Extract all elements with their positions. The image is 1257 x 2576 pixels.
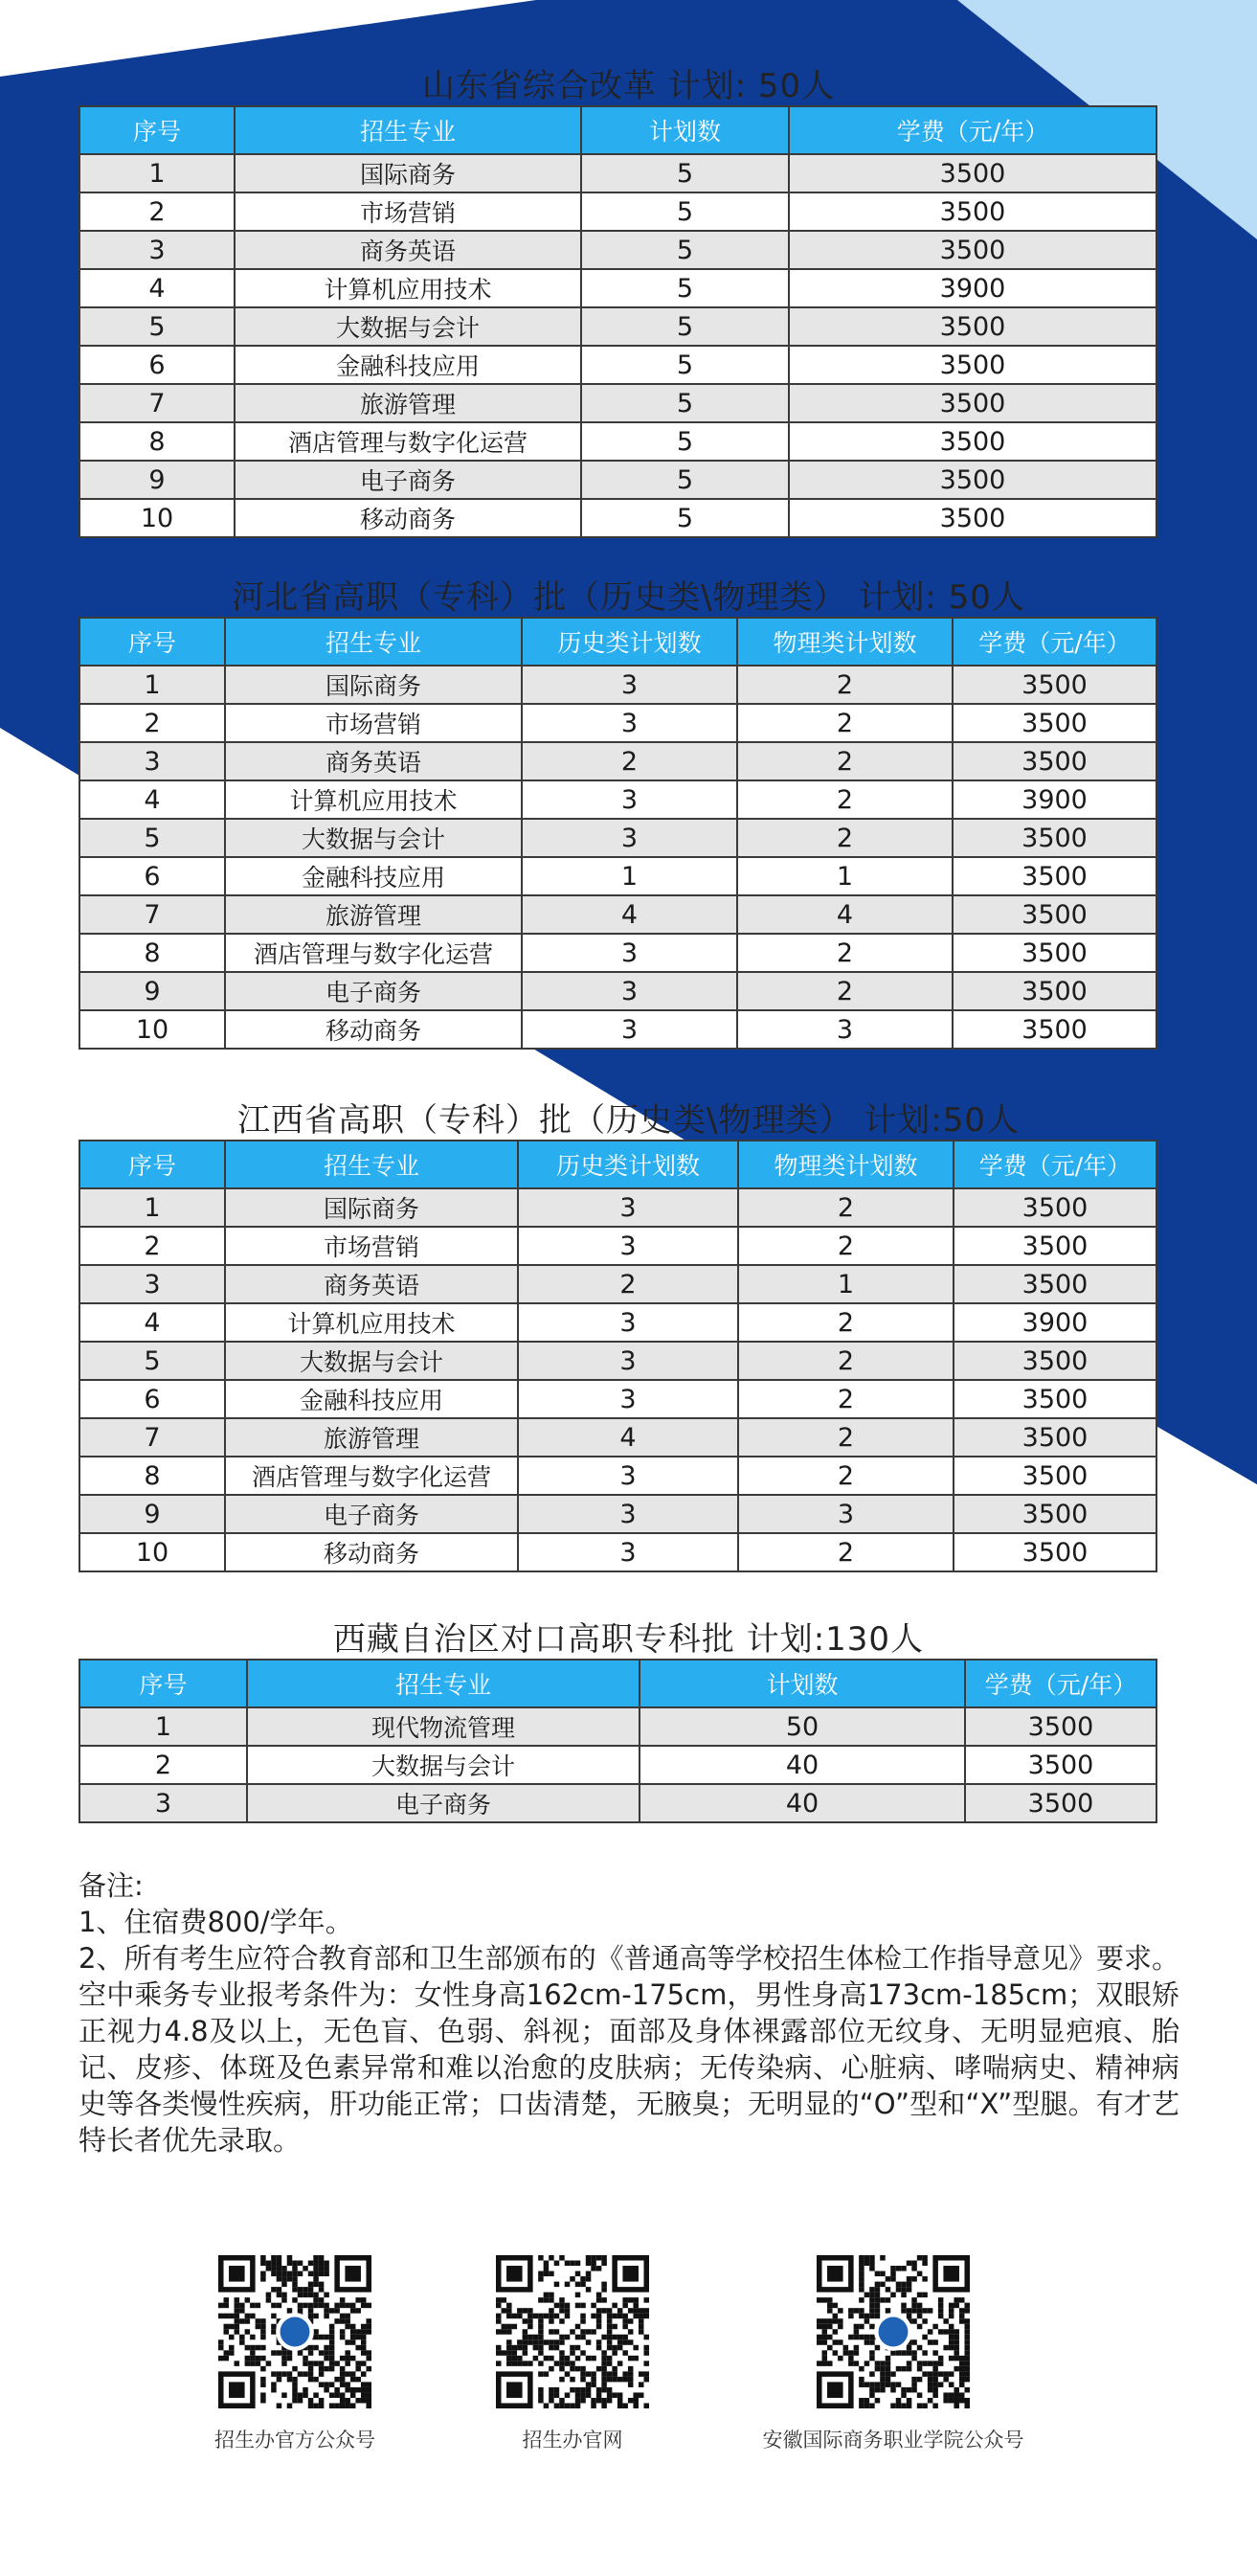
cell-tuition: 3500 — [953, 666, 1156, 704]
table-row — [79, 192, 1156, 231]
cell-plan: 50 — [640, 1707, 965, 1746]
table-jiangxi — [79, 1140, 1157, 1572]
cell-plan: 5 — [581, 231, 789, 269]
col-header-index: 序号 — [79, 618, 225, 666]
cell-history-plan: 2 — [518, 1265, 738, 1303]
cell-tuition: 3500 — [954, 1227, 1156, 1265]
qr-label-official-account: 招生办官方公众号 — [214, 2429, 375, 2452]
cell-history-plan: 3 — [518, 1303, 738, 1342]
cell-major: 市场营销 — [225, 1227, 518, 1265]
cell-plan: 40 — [640, 1784, 965, 1822]
cell-plan: 5 — [581, 499, 789, 537]
table-header-row — [79, 618, 1156, 666]
cell-index: 1 — [79, 666, 225, 704]
cell-major: 国际商务 — [225, 1188, 518, 1227]
table-header-row — [79, 1141, 1156, 1188]
cell-index: 6 — [79, 346, 235, 384]
cell-index: 7 — [79, 895, 225, 934]
table-shandong — [79, 105, 1157, 538]
table-body — [79, 1188, 1156, 1571]
cell-major: 计算机应用技术 — [225, 780, 522, 819]
cell-index: 9 — [79, 461, 235, 499]
col-header-index: 序号 — [79, 106, 235, 154]
cell-tuition: 3500 — [789, 307, 1156, 346]
cell-physics-plan: 1 — [737, 857, 953, 895]
table-body — [79, 666, 1156, 1049]
cell-tuition: 3900 — [953, 780, 1156, 819]
cell-index: 6 — [79, 857, 225, 895]
cell-major: 电子商务 — [247, 1784, 640, 1822]
cell-major: 大数据与会计 — [247, 1746, 640, 1784]
cell-physics-plan: 2 — [737, 780, 953, 819]
cell-history-plan: 3 — [522, 934, 737, 972]
cell-plan: 5 — [581, 154, 789, 192]
cell-history-plan: 3 — [522, 819, 737, 857]
cell-major: 金融科技应用 — [235, 346, 581, 384]
table-row — [79, 154, 1156, 192]
cell-history-plan: 3 — [522, 780, 737, 819]
cell-major: 电子商务 — [225, 972, 522, 1010]
cell-index: 9 — [79, 972, 225, 1010]
cell-major: 国际商务 — [225, 666, 522, 704]
table-row — [79, 1784, 1156, 1822]
cell-tuition: 3500 — [789, 461, 1156, 499]
cell-plan: 5 — [581, 346, 789, 384]
cell-tuition: 3500 — [954, 1533, 1156, 1571]
table-row — [79, 422, 1156, 461]
cell-major: 酒店管理与数字化运营 — [235, 422, 581, 461]
table-tibet — [79, 1659, 1157, 1823]
cell-index: 10 — [79, 1533, 225, 1571]
cell-index: 8 — [79, 1457, 225, 1495]
cell-physics-plan: 2 — [737, 934, 953, 972]
cell-physics-plan: 4 — [737, 895, 953, 934]
table-row — [79, 1188, 1156, 1227]
col-header-tuition: 学费（元/年） — [953, 618, 1156, 666]
table-row — [79, 231, 1156, 269]
cell-tuition: 3500 — [789, 231, 1156, 269]
table-body — [79, 1707, 1156, 1822]
cell-tuition: 3500 — [954, 1457, 1156, 1495]
table-header-row — [79, 106, 1156, 154]
cell-index: 1 — [79, 154, 235, 192]
cell-plan: 5 — [581, 269, 789, 307]
cell-index: 8 — [79, 422, 235, 461]
cell-physics-plan: 2 — [737, 666, 953, 704]
cell-tuition: 3500 — [789, 422, 1156, 461]
cell-history-plan: 3 — [522, 704, 737, 742]
table-row — [79, 895, 1156, 934]
table-row — [79, 1227, 1156, 1265]
cell-plan: 5 — [581, 422, 789, 461]
cell-history-plan: 3 — [518, 1380, 738, 1418]
col-header-major: 招生专业 — [225, 618, 522, 666]
qr-label-official-site: 招生办官网 — [522, 2429, 623, 2452]
table-row — [79, 666, 1156, 704]
table-row — [79, 857, 1156, 895]
cell-history-plan: 3 — [522, 1010, 737, 1049]
table-row — [79, 461, 1156, 499]
cell-history-plan: 2 — [522, 742, 737, 780]
cell-index: 3 — [79, 1784, 247, 1822]
cell-index: 2 — [79, 192, 235, 231]
table-row — [79, 1265, 1156, 1303]
cell-major: 现代物流管理 — [247, 1707, 640, 1746]
cell-physics-plan: 2 — [738, 1380, 954, 1418]
cell-major: 商务英语 — [225, 742, 522, 780]
table-row — [79, 819, 1156, 857]
cell-plan: 5 — [581, 461, 789, 499]
cell-major: 旅游管理 — [235, 384, 581, 422]
cell-major: 大数据与会计 — [235, 307, 581, 346]
cell-index: 1 — [79, 1707, 247, 1746]
cell-tuition: 3500 — [954, 1380, 1156, 1418]
cell-physics-plan: 2 — [737, 742, 953, 780]
cell-major: 市场营销 — [225, 704, 522, 742]
cell-major: 酒店管理与数字化运营 — [225, 1457, 518, 1495]
cell-physics-plan: 2 — [738, 1418, 954, 1457]
cell-index: 3 — [79, 231, 235, 269]
table-row — [79, 1418, 1156, 1457]
cell-history-plan: 3 — [518, 1533, 738, 1571]
cell-tuition: 3500 — [954, 1188, 1156, 1227]
table-header-row — [79, 1660, 1156, 1707]
cell-physics-plan: 2 — [737, 972, 953, 1010]
col-header-physics-plan: 物理类计划数 — [737, 618, 953, 666]
cell-tuition: 3500 — [965, 1784, 1156, 1822]
col-header-tuition: 学费（元/年） — [954, 1141, 1156, 1188]
cell-tuition: 3500 — [953, 704, 1156, 742]
cell-major: 大数据与会计 — [225, 819, 522, 857]
cell-major: 电子商务 — [225, 1495, 518, 1533]
table-row — [79, 1707, 1156, 1746]
table-row — [79, 742, 1156, 780]
cell-physics-plan: 2 — [737, 819, 953, 857]
cell-major: 电子商务 — [235, 461, 581, 499]
cell-physics-plan: 3 — [737, 1010, 953, 1049]
cell-physics-plan: 2 — [738, 1227, 954, 1265]
cell-plan: 5 — [581, 192, 789, 231]
cell-index: 2 — [79, 704, 225, 742]
cell-history-plan: 3 — [518, 1495, 738, 1533]
cell-index: 5 — [79, 819, 225, 857]
cell-index: 2 — [79, 1746, 247, 1784]
table-row — [79, 780, 1156, 819]
cell-tuition: 3500 — [953, 1010, 1156, 1049]
cell-history-plan: 3 — [518, 1457, 738, 1495]
qr-code-icon[interactable] — [218, 2255, 371, 2408]
table-row — [79, 934, 1156, 972]
cell-tuition: 3500 — [789, 346, 1156, 384]
cell-tuition: 3500 — [953, 895, 1156, 934]
cell-tuition: 3500 — [953, 819, 1156, 857]
cell-index: 4 — [79, 1303, 225, 1342]
cell-index: 10 — [79, 499, 235, 537]
table-row — [79, 307, 1156, 346]
cell-history-plan: 4 — [518, 1418, 738, 1457]
cell-physics-plan: 2 — [738, 1303, 954, 1342]
cell-tuition: 3500 — [789, 154, 1156, 192]
cell-index: 3 — [79, 1265, 225, 1303]
col-header-major: 招生专业 — [225, 1141, 518, 1188]
cell-tuition: 3500 — [954, 1342, 1156, 1380]
cell-tuition: 3500 — [953, 972, 1156, 1010]
cell-index: 9 — [79, 1495, 225, 1533]
cell-major: 移动商务 — [235, 499, 581, 537]
cell-index: 1 — [79, 1188, 225, 1227]
section-title-hebei: 河北省高职（专科）批（历史类\物理类） 计划: 50人 — [232, 578, 1025, 617]
table-row — [79, 1010, 1156, 1049]
table-hebei — [79, 617, 1157, 1050]
table-row — [79, 704, 1156, 742]
col-header-major: 招生专业 — [235, 106, 581, 154]
table-row — [79, 1746, 1156, 1784]
col-header-plan: 计划数 — [640, 1660, 965, 1707]
cell-major: 大数据与会计 — [225, 1342, 518, 1380]
cell-tuition: 3500 — [789, 384, 1156, 422]
table-row — [79, 1342, 1156, 1380]
cell-index: 7 — [79, 384, 235, 422]
cell-index: 10 — [79, 1010, 225, 1049]
col-header-physics-plan: 物理类计划数 — [738, 1141, 954, 1188]
cell-index: 5 — [79, 307, 235, 346]
cell-major: 计算机应用技术 — [225, 1303, 518, 1342]
notes-item-2: 2、所有考生应符合教育部和卫生部颁布的《普通高等学校招生体检工作指导意见》要求。空中乘务专业报考条件为：女性身高162cm-175cm，男性身高173cm-185cm；双眼矫正视力4.8及以上，无色盲、色弱、斜视；面部及身体裸露部位无纹身、无明显疤痕、胎记、皮疹、体斑及色素异常和难以治愈的皮肤病；无传染病、心脏病、哮喘病史、精神病史等各类慢性疾病，肝功能正常；口齿清楚，无腋臭；无明显的“O”型和“X”型腿。有才艺特长者优先录取。 — [79, 1942, 1179, 2157]
cell-history-plan: 1 — [522, 857, 737, 895]
qr-code-icon[interactable] — [817, 2255, 970, 2408]
cell-history-plan: 3 — [518, 1342, 738, 1380]
cell-index: 6 — [79, 1380, 225, 1418]
cell-major: 旅游管理 — [225, 1418, 518, 1457]
cell-plan: 5 — [581, 307, 789, 346]
cell-history-plan: 3 — [522, 666, 737, 704]
cell-major: 市场营销 — [235, 192, 581, 231]
cell-index: 5 — [79, 1342, 225, 1380]
cell-index: 4 — [79, 780, 225, 819]
cell-plan: 5 — [581, 384, 789, 422]
table-row — [79, 384, 1156, 422]
table-row — [79, 1495, 1156, 1533]
cell-major: 商务英语 — [235, 231, 581, 269]
cell-tuition: 3500 — [953, 857, 1156, 895]
table-row — [79, 972, 1156, 1010]
cell-tuition: 3500 — [789, 192, 1156, 231]
cell-physics-plan: 1 — [738, 1265, 954, 1303]
cell-tuition: 3500 — [954, 1418, 1156, 1457]
notes-item-1: 1、住宿费800/学年。 — [79, 1906, 353, 1938]
cell-physics-plan: 2 — [738, 1457, 954, 1495]
cell-physics-plan: 3 — [738, 1495, 954, 1533]
col-header-tuition: 学费（元/年） — [965, 1660, 1156, 1707]
col-header-major: 招生专业 — [247, 1660, 640, 1707]
cell-index: 4 — [79, 269, 235, 307]
table-row — [79, 1533, 1156, 1571]
table-body — [79, 154, 1156, 537]
cell-tuition: 3500 — [954, 1495, 1156, 1533]
cell-tuition: 3500 — [789, 499, 1156, 537]
section-title-tibet: 西藏自治区对口高职专科批 计划:130人 — [332, 1620, 925, 1659]
col-header-tuition: 学费（元/年） — [789, 106, 1156, 154]
cell-tuition: 3500 — [954, 1265, 1156, 1303]
table-row — [79, 1303, 1156, 1342]
notes-block — [79, 1867, 1179, 2158]
cell-index: 7 — [79, 1418, 225, 1457]
cell-history-plan: 3 — [518, 1188, 738, 1227]
cell-major: 商务英语 — [225, 1265, 518, 1303]
table-row — [79, 1380, 1156, 1418]
table-row — [79, 346, 1156, 384]
notes-heading: 备注: — [79, 1869, 144, 1902]
cell-index: 3 — [79, 742, 225, 780]
cell-major: 计算机应用技术 — [235, 269, 581, 307]
cell-physics-plan: 2 — [738, 1188, 954, 1227]
cell-tuition: 3500 — [965, 1746, 1156, 1784]
cell-history-plan: 4 — [522, 895, 737, 934]
table-row — [79, 269, 1156, 307]
qr-code-icon[interactable] — [496, 2255, 649, 2408]
cell-index: 2 — [79, 1227, 225, 1265]
cell-index: 8 — [79, 934, 225, 972]
cell-major: 酒店管理与数字化运营 — [225, 934, 522, 972]
cell-history-plan: 3 — [522, 972, 737, 1010]
cell-tuition: 3500 — [965, 1707, 1156, 1746]
cell-major: 金融科技应用 — [225, 857, 522, 895]
qr-label-college-account: 安徽国际商务职业学院公众号 — [762, 2429, 1024, 2452]
table-row — [79, 499, 1156, 537]
cell-history-plan: 3 — [518, 1227, 738, 1265]
table-row — [79, 1457, 1156, 1495]
cell-tuition: 3500 — [953, 934, 1156, 972]
cell-physics-plan: 2 — [737, 704, 953, 742]
cell-tuition: 3900 — [954, 1303, 1156, 1342]
cell-major: 移动商务 — [225, 1010, 522, 1049]
cell-physics-plan: 2 — [738, 1533, 954, 1571]
cell-physics-plan: 2 — [738, 1342, 954, 1380]
cell-major: 金融科技应用 — [225, 1380, 518, 1418]
col-header-plan: 计划数 — [581, 106, 789, 154]
col-header-index: 序号 — [79, 1660, 247, 1707]
col-header-history-plan: 历史类计划数 — [522, 618, 737, 666]
cell-major: 移动商务 — [225, 1533, 518, 1571]
cell-major: 旅游管理 — [225, 895, 522, 934]
section-title-jiangxi: 江西省高职（专科）批（历史类\物理类） 计划:50人 — [237, 1101, 1020, 1140]
cell-major: 国际商务 — [235, 154, 581, 192]
col-header-index: 序号 — [79, 1141, 225, 1188]
col-header-history-plan: 历史类计划数 — [518, 1141, 738, 1188]
section-title-shandong: 山东省综合改革 计划: 50人 — [421, 67, 836, 105]
cell-tuition: 3500 — [953, 742, 1156, 780]
cell-plan: 40 — [640, 1746, 965, 1784]
cell-tuition: 3900 — [789, 269, 1156, 307]
